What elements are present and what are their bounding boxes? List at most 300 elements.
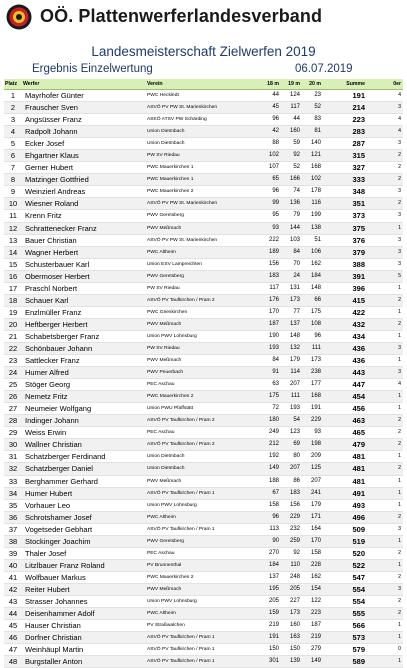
- cell-sum: 555: [322, 608, 369, 620]
- cell-club: Union Dietmbach: [146, 138, 256, 150]
- cell-rank: 19: [4, 306, 22, 318]
- cell-zeros: 1: [369, 451, 403, 463]
- cell-rank: 39: [4, 547, 22, 559]
- federation-logo: [6, 4, 32, 30]
- cell-20m: 158: [301, 547, 322, 559]
- cell-19m: 173: [280, 294, 301, 306]
- cell-name: Schatzberger Ferdinand: [22, 451, 146, 463]
- cell-18m: 107: [256, 162, 280, 174]
- col-header-sum: Summe: [322, 79, 369, 90]
- cell-sum: 579: [322, 644, 369, 656]
- cell-sum: 283: [322, 126, 369, 138]
- cell-club: PW SV Riedau: [146, 342, 256, 354]
- cell-sum: 479: [322, 439, 369, 451]
- table-row: [4, 342, 403, 354]
- cell-19m: 227: [280, 595, 301, 607]
- cell-sum: 447: [322, 379, 369, 391]
- table-row: [4, 150, 403, 162]
- table-row: [4, 90, 403, 102]
- cell-rank: 44: [4, 608, 22, 620]
- cell-18m: 65: [256, 174, 280, 186]
- cell-club: ASVÖ PV Taufkirchen / Pram 1: [146, 523, 256, 535]
- cell-club: PWC Mauerkirchen 1: [146, 174, 256, 186]
- cell-18m: 113: [256, 523, 280, 535]
- cell-name: Wolfbauer Markus: [22, 571, 146, 583]
- table-row: [4, 270, 403, 282]
- cell-rank: 29: [4, 427, 22, 439]
- cell-19m: 160: [280, 126, 301, 138]
- results-subtitle: Ergebnis Einzelwertung: [32, 63, 153, 75]
- cell-20m: 52: [301, 102, 322, 114]
- col-header-19m: 19 m: [280, 79, 301, 90]
- cell-sum: 554: [322, 595, 369, 607]
- col-header-zeros: 0er: [369, 79, 403, 90]
- table-row: [4, 559, 403, 571]
- cell-name: Nemetz Fritz: [22, 391, 146, 403]
- cell-20m: 102: [301, 174, 322, 186]
- cell-sum: 436: [322, 342, 369, 354]
- cell-rank: 15: [4, 258, 22, 270]
- cell-19m: 103: [280, 234, 301, 246]
- cell-18m: 96: [256, 511, 280, 523]
- cell-club: PWC Heckledt: [146, 90, 256, 102]
- cell-club: ASVÖ PV Taufkirchen / Pram 1: [146, 644, 256, 656]
- table-row: [4, 583, 403, 595]
- cell-zeros: 3: [369, 258, 403, 270]
- table-row: [4, 571, 403, 583]
- cell-rank: 2: [4, 102, 22, 114]
- cell-club: Union Dietmbach: [146, 126, 256, 138]
- cell-19m: 232: [280, 523, 301, 535]
- cell-name: Burgstaller Anton: [22, 656, 146, 668]
- cell-20m: 279: [301, 644, 322, 656]
- cell-name: Sattlecker Franz: [22, 355, 146, 367]
- cell-name: Schönbauer Johann: [22, 342, 146, 354]
- cell-18m: 193: [256, 342, 280, 354]
- cell-19m: 173: [280, 608, 301, 620]
- cell-name: Wagner Herbert: [22, 246, 146, 258]
- cell-zeros: 4: [369, 126, 403, 138]
- cell-name: Litzlbauer Franz Roland: [22, 559, 146, 571]
- col-header-club: Verein: [146, 79, 256, 90]
- cell-18m: 72: [256, 403, 280, 415]
- cell-name: Krenn Fritz: [22, 210, 146, 222]
- cell-18m: 191: [256, 632, 280, 644]
- table-row: [4, 403, 403, 415]
- table-row: [4, 656, 403, 668]
- cell-zeros: 1: [369, 282, 403, 294]
- cell-sum: 443: [322, 367, 369, 379]
- cell-20m: 116: [301, 198, 322, 210]
- cell-20m: 122: [301, 595, 322, 607]
- cell-18m: 88: [256, 138, 280, 150]
- table-row: [4, 415, 403, 427]
- cell-19m: 179: [280, 355, 301, 367]
- cell-18m: 270: [256, 547, 280, 559]
- cell-19m: 84: [280, 246, 301, 258]
- cell-20m: 223: [301, 608, 322, 620]
- cell-18m: 117: [256, 282, 280, 294]
- cell-name: Vogetseder Gebhart: [22, 523, 146, 535]
- table-row: [4, 487, 403, 499]
- cell-sum: 432: [322, 318, 369, 330]
- cell-rank: 37: [4, 523, 22, 535]
- table-row: [4, 463, 403, 475]
- cell-name: Obermoser Herbert: [22, 270, 146, 282]
- table-row: [4, 499, 403, 511]
- cell-rank: 3: [4, 114, 22, 126]
- cell-20m: 23: [301, 90, 322, 102]
- cell-name: Weinhäupl Martin: [22, 644, 146, 656]
- cell-19m: 229: [280, 511, 301, 523]
- cell-20m: 238: [301, 367, 322, 379]
- cell-20m: 198: [301, 439, 322, 451]
- cell-rank: 33: [4, 475, 22, 487]
- cell-20m: 168: [301, 391, 322, 403]
- cell-name: Strasser Johannes: [22, 595, 146, 607]
- cell-20m: 177: [301, 379, 322, 391]
- cell-rank: 10: [4, 198, 22, 210]
- cell-19m: 163: [280, 632, 301, 644]
- cell-19m: 148: [280, 330, 301, 342]
- cell-19m: 124: [280, 90, 301, 102]
- cell-club: PWC Altheim: [146, 511, 256, 523]
- cell-club: PWV Meßmach: [146, 222, 256, 234]
- cell-rank: 1: [4, 90, 22, 102]
- cell-name: Neumeier Wolfgang: [22, 403, 146, 415]
- cell-name: Stockinger Joachim: [22, 535, 146, 547]
- cell-club: PWV Meßmach: [146, 475, 256, 487]
- cell-club: ASVÖ PV PW St. Marienkirchen: [146, 234, 256, 246]
- cell-20m: 170: [301, 535, 322, 547]
- cell-name: Mayrhofer Günter: [22, 90, 146, 102]
- cell-rank: 16: [4, 270, 22, 282]
- cell-18m: 189: [256, 246, 280, 258]
- cell-zeros: 4: [369, 90, 403, 102]
- cell-name: Schauer Karl: [22, 294, 146, 306]
- cell-sum: 379: [322, 246, 369, 258]
- cell-sum: 376: [322, 234, 369, 246]
- table-row: [4, 102, 403, 114]
- table-row: [4, 391, 403, 403]
- cell-19m: 92: [280, 150, 301, 162]
- table-row: [4, 222, 403, 234]
- cell-zeros: 1: [369, 306, 403, 318]
- cell-club: Union PWV Lohnsburg: [146, 595, 256, 607]
- cell-club: PWV Geretsberg: [146, 270, 256, 282]
- cell-18m: 96: [256, 114, 280, 126]
- cell-sum: 491: [322, 487, 369, 499]
- cell-zeros: 3: [369, 102, 403, 114]
- cell-20m: 51: [301, 234, 322, 246]
- table-row: [4, 427, 403, 439]
- cell-19m: 131: [280, 282, 301, 294]
- col-header-20m: 20 m: [301, 79, 322, 90]
- cell-19m: 123: [280, 427, 301, 439]
- cell-club: PWV Peuerbach: [146, 367, 256, 379]
- cell-18m: 42: [256, 126, 280, 138]
- cell-club: PV Brunnenthal: [146, 559, 256, 571]
- cell-sum: 463: [322, 415, 369, 427]
- cell-sum: 191: [322, 90, 369, 102]
- cell-19m: 137: [280, 318, 301, 330]
- cell-rank: 11: [4, 210, 22, 222]
- cell-18m: 96: [256, 186, 280, 198]
- cell-18m: 137: [256, 571, 280, 583]
- cell-20m: 171: [301, 511, 322, 523]
- cell-club: PWV Geretsberg: [146, 210, 256, 222]
- cell-19m: 156: [280, 499, 301, 511]
- table-row: [4, 379, 403, 391]
- cell-club: Union PWV Lohnsburg: [146, 330, 256, 342]
- cell-19m: 139: [280, 656, 301, 668]
- cell-sum: 566: [322, 620, 369, 632]
- cell-zeros: 3: [369, 523, 403, 535]
- cell-20m: 81: [301, 126, 322, 138]
- cell-name: Schrattenecker Franz: [22, 222, 146, 234]
- cell-20m: 191: [301, 403, 322, 415]
- cell-zeros: 1: [369, 656, 403, 668]
- cell-20m: 207: [301, 475, 322, 487]
- cell-18m: 195: [256, 583, 280, 595]
- cell-18m: 45: [256, 102, 280, 114]
- cell-20m: 125: [301, 463, 322, 475]
- cell-rank: 26: [4, 391, 22, 403]
- cell-name: Berghammer Gerhard: [22, 475, 146, 487]
- cell-19m: 86: [280, 475, 301, 487]
- cell-18m: 90: [256, 535, 280, 547]
- cell-rank: 12: [4, 222, 22, 234]
- table-row: [4, 114, 403, 126]
- cell-club: ASVÖ PV Taufkirchen / Pram 2: [146, 439, 256, 451]
- cell-18m: 44: [256, 90, 280, 102]
- table-row: [4, 306, 403, 318]
- cell-zeros: 1: [369, 355, 403, 367]
- cell-18m: 180: [256, 415, 280, 427]
- cell-sum: 373: [322, 210, 369, 222]
- cell-18m: 249: [256, 427, 280, 439]
- cell-rank: 34: [4, 487, 22, 499]
- cell-club: PWC Mauerkirchen 2: [146, 571, 256, 583]
- cell-rank: 9: [4, 186, 22, 198]
- cell-sum: 547: [322, 571, 369, 583]
- cell-sum: 348: [322, 186, 369, 198]
- cell-zeros: 0: [369, 644, 403, 656]
- cell-club: PWC Mauerkirchen 2: [146, 186, 256, 198]
- table-row: [4, 138, 403, 150]
- cell-sum: 522: [322, 559, 369, 571]
- cell-name: Stöger Georg: [22, 379, 146, 391]
- cell-20m: 149: [301, 656, 322, 668]
- cell-18m: 175: [256, 391, 280, 403]
- cell-20m: 228: [301, 559, 322, 571]
- cell-rank: 4: [4, 126, 22, 138]
- cell-club: ASVÖ PV PW St. Marienkirchen: [146, 198, 256, 210]
- cell-rank: 43: [4, 595, 22, 607]
- table-row: [4, 186, 403, 198]
- cell-19m: 248: [280, 571, 301, 583]
- cell-zeros: 1: [369, 620, 403, 632]
- cell-club: PEC Aschau: [146, 547, 256, 559]
- cell-name: Schabetsberger Franz: [22, 330, 146, 342]
- cell-name: Wiesner Roland: [22, 198, 146, 210]
- cell-zeros: 1: [369, 487, 403, 499]
- cell-name: Indinger Johann: [22, 415, 146, 427]
- table-row: [4, 318, 403, 330]
- cell-zeros: 1: [369, 632, 403, 644]
- cell-18m: 187: [256, 318, 280, 330]
- cell-19m: 69: [280, 439, 301, 451]
- cell-rank: 47: [4, 644, 22, 656]
- cell-sum: 315: [322, 150, 369, 162]
- cell-name: Bauer Christian: [22, 234, 146, 246]
- cell-rank: 40: [4, 559, 22, 571]
- cell-name: Wallner Christian: [22, 439, 146, 451]
- cell-name: Ehgartner Klaus: [22, 150, 146, 162]
- cell-club: Union Dietmbach: [146, 451, 256, 463]
- cell-18m: 158: [256, 499, 280, 511]
- cell-club: Union Dietmbach: [146, 463, 256, 475]
- cell-club: PW SV Riedau: [146, 282, 256, 294]
- cell-club: PWC Grieskirchen: [146, 306, 256, 318]
- cell-18m: 99: [256, 198, 280, 210]
- cell-20m: 184: [301, 270, 322, 282]
- cell-zeros: 1: [369, 330, 403, 342]
- cell-rank: 21: [4, 330, 22, 342]
- cell-zeros: 2: [369, 595, 403, 607]
- cell-sum: 333: [322, 174, 369, 186]
- cell-20m: 219: [301, 632, 322, 644]
- cell-club: PWC Mauerkirchen 2: [146, 391, 256, 403]
- cell-rank: 36: [4, 511, 22, 523]
- cell-19m: 52: [280, 162, 301, 174]
- cell-name: Vorhauer Leo: [22, 499, 146, 511]
- table-row: [4, 439, 403, 451]
- cell-club: ASVÖ PV Taufkirchen / Pram 2: [146, 415, 256, 427]
- cell-zeros: 1: [369, 391, 403, 403]
- cell-club: Union ESV Lampreichten: [146, 258, 256, 270]
- cell-club: PWV Meßmach: [146, 318, 256, 330]
- cell-18m: 205: [256, 595, 280, 607]
- cell-20m: 96: [301, 330, 322, 342]
- cell-18m: 192: [256, 451, 280, 463]
- cell-zeros: 2: [369, 174, 403, 186]
- table-row: [4, 282, 403, 294]
- cell-name: Hauser Christian: [22, 620, 146, 632]
- cell-19m: 114: [280, 367, 301, 379]
- cell-zeros: 5: [369, 270, 403, 282]
- cell-rank: 24: [4, 367, 22, 379]
- event-title: Landesmeisterschaft Zielwerfen 2019: [91, 44, 316, 59]
- cell-rank: 38: [4, 535, 22, 547]
- cell-club: ASVÖ PV PW St. Marienkirchen: [146, 102, 256, 114]
- cell-name: Matzinger Gottfried: [22, 174, 146, 186]
- cell-rank: 28: [4, 415, 22, 427]
- table-row: [4, 608, 403, 620]
- table-row: [4, 258, 403, 270]
- cell-zeros: 2: [369, 463, 403, 475]
- cell-19m: 144: [280, 222, 301, 234]
- cell-zeros: 1: [369, 535, 403, 547]
- cell-18m: 301: [256, 656, 280, 668]
- cell-zeros: 2: [369, 427, 403, 439]
- cell-19m: 70: [280, 258, 301, 270]
- cell-club: PV Straßwalchen: [146, 620, 256, 632]
- cell-18m: 170: [256, 306, 280, 318]
- cell-rank: 27: [4, 403, 22, 415]
- cell-19m: 79: [280, 210, 301, 222]
- cell-20m: 83: [301, 114, 322, 126]
- cell-20m: 241: [301, 487, 322, 499]
- cell-20m: 93: [301, 427, 322, 439]
- cell-zeros: 2: [369, 294, 403, 306]
- cell-rank: 31: [4, 451, 22, 463]
- cell-name: Weiss Erwin: [22, 427, 146, 439]
- cell-zeros: 3: [369, 583, 403, 595]
- cell-zeros: 2: [369, 511, 403, 523]
- cell-sum: 391: [322, 270, 369, 282]
- cell-rank: 45: [4, 620, 22, 632]
- cell-18m: 149: [256, 463, 280, 475]
- cell-name: Radpolt Johann: [22, 126, 146, 138]
- cell-sum: 456: [322, 403, 369, 415]
- cell-18m: 159: [256, 608, 280, 620]
- cell-club: PWV Meßmach: [146, 355, 256, 367]
- cell-20m: 168: [301, 162, 322, 174]
- cell-zeros: 2: [369, 608, 403, 620]
- cell-rank: 14: [4, 246, 22, 258]
- cell-rank: 30: [4, 439, 22, 451]
- table-row: [4, 451, 403, 463]
- cell-19m: 132: [280, 342, 301, 354]
- cell-sum: 223: [322, 114, 369, 126]
- cell-18m: 102: [256, 150, 280, 162]
- cell-rank: 25: [4, 379, 22, 391]
- cell-18m: 212: [256, 439, 280, 451]
- cell-rank: 6: [4, 150, 22, 162]
- cell-name: Humer Hubert: [22, 487, 146, 499]
- cell-20m: 66: [301, 294, 322, 306]
- cell-rank: 18: [4, 294, 22, 306]
- cell-20m: 162: [301, 258, 322, 270]
- cell-20m: 148: [301, 282, 322, 294]
- cell-sum: 436: [322, 355, 369, 367]
- cell-19m: 80: [280, 451, 301, 463]
- table-row: [4, 330, 403, 342]
- cell-sum: 415: [322, 294, 369, 306]
- table-row: [4, 174, 403, 186]
- cell-sum: 351: [322, 198, 369, 210]
- cell-zeros: 3: [369, 246, 403, 258]
- cell-sum: 573: [322, 632, 369, 644]
- cell-club: PW SV Riedau: [146, 150, 256, 162]
- cell-rank: 41: [4, 571, 22, 583]
- cell-rank: 35: [4, 499, 22, 511]
- cell-19m: 207: [280, 379, 301, 391]
- cell-sum: 396: [322, 282, 369, 294]
- cell-18m: 183: [256, 270, 280, 282]
- cell-19m: 207: [280, 463, 301, 475]
- cell-zeros: 3: [369, 342, 403, 354]
- cell-18m: 176: [256, 294, 280, 306]
- cell-name: Thaler Josef: [22, 547, 146, 559]
- table-row: [4, 511, 403, 523]
- cell-zeros: 2: [369, 162, 403, 174]
- cell-zeros: 1: [369, 403, 403, 415]
- cell-club: Union PWV Lohnsburg: [146, 499, 256, 511]
- cell-sum: 214: [322, 102, 369, 114]
- cell-rank: 8: [4, 174, 22, 186]
